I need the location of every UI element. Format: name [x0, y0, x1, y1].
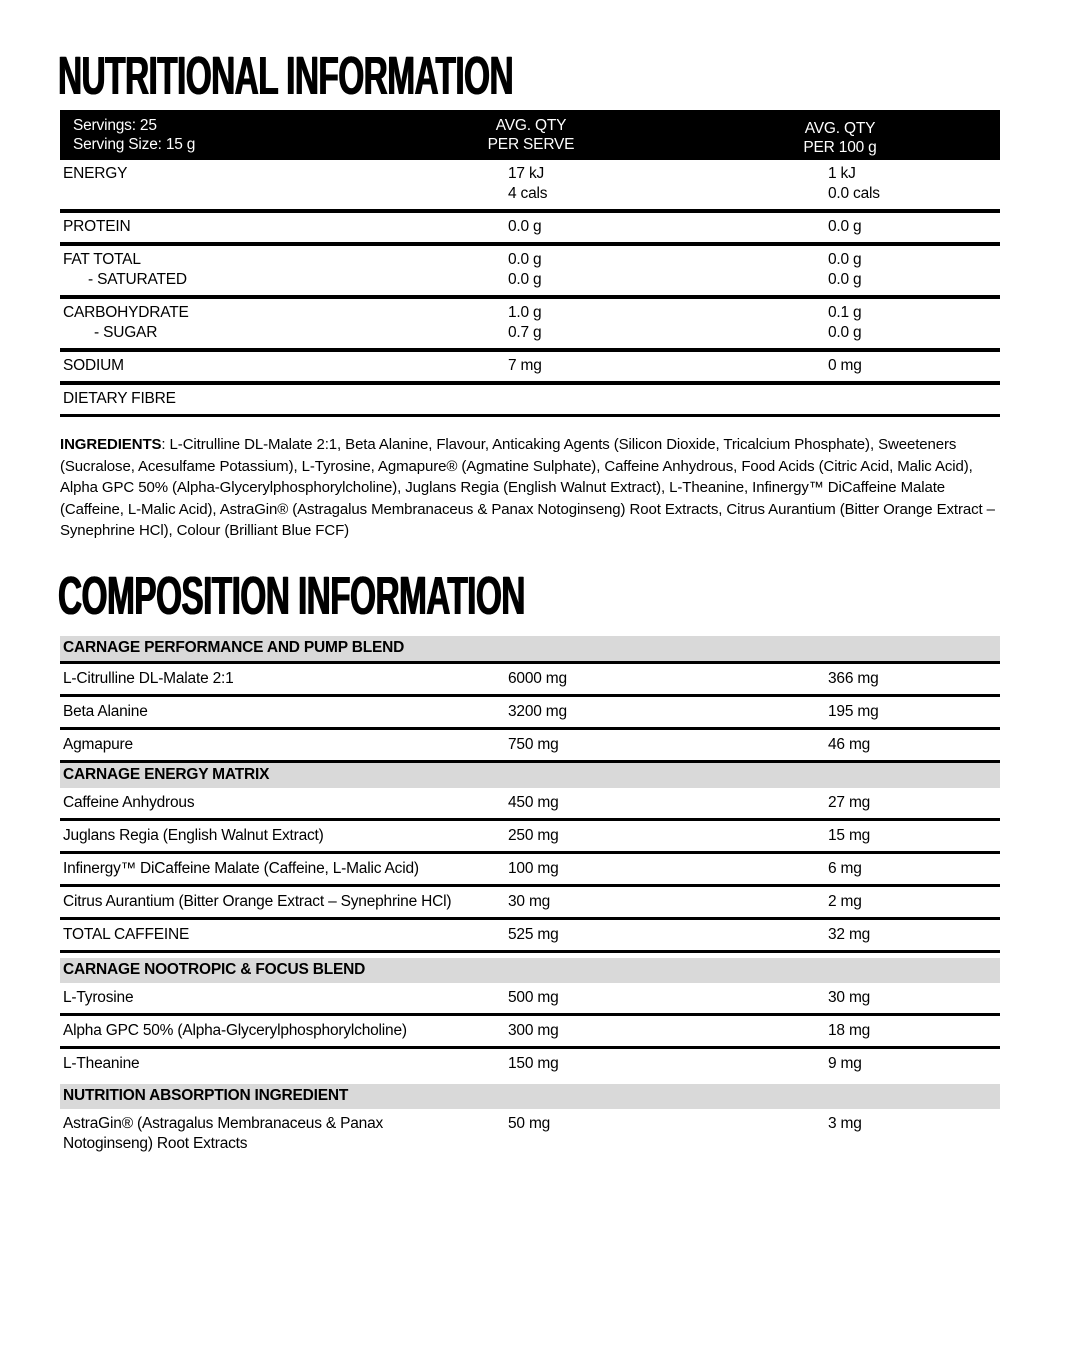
table-row	[60, 164, 1000, 184]
nutrient-name: SODIUM	[63, 357, 124, 374]
per-100g-value: 6 mg	[828, 859, 862, 877]
table-bottom-rule	[60, 414, 1000, 417]
nutrition-row-protein	[60, 213, 1000, 242]
per-serve-value: 3200 mg	[508, 702, 567, 720]
column-header-per-serve	[445, 116, 617, 154]
per-100g-value: 18 mg	[828, 1021, 871, 1039]
nutrient-name: - SATURATED	[88, 271, 187, 288]
servings-count: Servings: 25	[73, 117, 157, 134]
per-100g-value: 46 mg	[828, 735, 871, 753]
table-row	[60, 356, 1000, 376]
per-100g-value: 32 mg	[828, 925, 871, 943]
nutritional-information-title: NUTRITIONAL INFORMATION	[58, 46, 514, 106]
per-100g-value: 0 mg	[828, 357, 862, 374]
composition-row-total-caffeine	[60, 920, 1000, 953]
per-serve-value: 525 mg	[508, 925, 559, 943]
ingredient-name: Juglans Regia (English Walnut Extract)	[63, 826, 324, 844]
nutrient-name: DIETARY FIBRE	[63, 390, 176, 407]
per-100g-value: 195 mg	[828, 702, 879, 720]
table-row	[60, 270, 1000, 290]
serving-size: Serving Size: 15 g	[73, 136, 196, 153]
composition-row	[60, 854, 1000, 887]
composition-row	[60, 1016, 1000, 1049]
column-header-per-100g	[750, 119, 930, 157]
table-row	[60, 303, 1000, 323]
nutrient-name: ENERGY	[63, 165, 128, 182]
composition-row	[60, 730, 1000, 763]
per-100g-value: 0.0 g	[828, 218, 862, 235]
composition-row	[60, 983, 1000, 1016]
per-serve-value: 1.0 g	[508, 304, 542, 321]
composition-row	[60, 1109, 1000, 1159]
ingredient-name: Alpha GPC 50% (Alpha-Glycerylphosphorylcholine)	[63, 1021, 407, 1039]
per-serve-value: 150 mg	[508, 1054, 559, 1072]
per-100g-value: 27 mg	[828, 793, 871, 811]
per-serve-value: 6000 mg	[508, 669, 567, 687]
composition-row	[60, 664, 1000, 697]
per-100g-value: 3 mg	[828, 1114, 862, 1132]
table-row	[60, 184, 1000, 204]
per-serve-value: 30 mg	[508, 892, 551, 910]
composition-row	[60, 887, 1000, 920]
nutrient-name: PROTEIN	[63, 218, 131, 235]
per-serve-label: PER SERVE	[487, 136, 575, 153]
nutrient-name: CARBOHYDRATE	[63, 304, 189, 321]
table-row	[60, 217, 1000, 237]
per-100g-value: 0.0 cals	[828, 185, 880, 202]
per-serve-value: 0.7 g	[508, 324, 542, 341]
table-row	[60, 389, 1000, 409]
composition-information-title: COMPOSITION INFORMATION	[58, 565, 525, 626]
ingredient-name: L-Theanine	[63, 1054, 140, 1072]
nutrition-row-carbohydrate	[60, 299, 1000, 348]
per-serve-value: 450 mg	[508, 793, 559, 811]
per-serve-value: 4 cals	[508, 185, 548, 202]
per-100g-label: PER 100 g	[803, 139, 877, 156]
per-100g-value: 9 mg	[828, 1054, 862, 1072]
per-100g-value: 0.0 g	[828, 324, 862, 341]
ingredient-name: AstraGin® (Astragalus Membranaceus & Panax Notoginseng) Root Extracts	[63, 1114, 384, 1152]
per-100g-value: 30 mg	[828, 988, 871, 1006]
ingredient-name: L-Citrulline DL-Malate 2:1	[63, 669, 234, 687]
ingredient-name: Caffeine Anhydrous	[63, 793, 195, 811]
section-header: CARNAGE PERFORMANCE AND PUMP BLEND	[60, 636, 1000, 664]
ingredients-paragraph	[60, 434, 1000, 542]
section-header: CARNAGE ENERGY MATRIX	[60, 763, 1000, 788]
table-row	[60, 250, 1000, 270]
section-performance-pump-blend	[60, 636, 1000, 763]
per-100g-value: 0.0 g	[828, 251, 862, 268]
ingredient-name: TOTAL CAFFEINE	[63, 925, 190, 943]
per-100g-value: 0.1 g	[828, 304, 862, 321]
per-serve-value: 500 mg	[508, 988, 559, 1006]
section-header: NUTRITION ABSORPTION INGREDIENT	[60, 1084, 1000, 1109]
per-100g-value: 1 kJ	[828, 165, 856, 182]
per-serve-value: 7 mg	[508, 357, 542, 374]
per-serve-value: 0.0 g	[508, 218, 542, 235]
per-serve-value: 0.0 g	[508, 251, 542, 268]
per-100g-value	[825, 389, 1000, 409]
per-serve-value: 300 mg	[508, 1021, 559, 1039]
per-100g-value: 0.0 g	[828, 271, 862, 288]
ingredient-name: Infinergy™ DiCaffeine Malate (Caffeine, L-Malic Acid)	[63, 859, 419, 877]
per-serve-value: 250 mg	[508, 826, 559, 844]
composition-row	[60, 1049, 1000, 1079]
nutrition-row-dietary-fibre	[60, 385, 1000, 414]
nutrition-row-energy	[60, 160, 1000, 209]
per-100g-value: 366 mg	[828, 669, 879, 687]
ingredients-text: : L-Citrulline DL-Malate 2:1, Beta Alanine, Flavour, Anticaking Agents (Silicon Dioxide, Tricalcium Phosphate), Sweeteners (Sucralose, Acesulfame Potassium), L-Tyrosine, Agmapure® (Agmatine Sulphate), Caffeine Anhydrous, Food Acids (Citric Acid, Malic Acid), Alpha GPC 50% (Alpha-Glycerylphosphorylcholine), Juglans Regia (English Walnut Extract), L-Theanine, Infinergy™ DiCaffeine Malate (Caffeine, L-Malic Acid), AstraGin® (Astragalus Membranaceus & Panax Notoginseng) Root Extracts, Citrus Aurantium (Bitter Orange Extract – Synephrine HCl), Colour (Brilliant Blue FCF)	[60, 436, 995, 539]
ingredient-name: Agmapure	[63, 735, 133, 753]
per-serve-value	[505, 389, 825, 409]
per-100g-value: 2 mg	[828, 892, 862, 910]
nutrient-name	[60, 184, 505, 204]
nutrient-name: FAT TOTAL	[63, 251, 141, 268]
serving-info-block	[73, 116, 195, 154]
per-100g-value: 15 mg	[828, 826, 871, 844]
per-serve-value: 50 mg	[508, 1114, 551, 1132]
nutrition-row-sodium	[60, 352, 1000, 381]
section-nutrition-absorption	[60, 1084, 1000, 1159]
nutrition-table-header-bar	[60, 110, 1000, 160]
section-energy-matrix	[60, 763, 1000, 953]
per-serve-value: 17 kJ	[508, 165, 545, 182]
table-row	[60, 323, 1000, 343]
nutrient-name: - SUGAR	[94, 324, 158, 341]
per-serve-value: 750 mg	[508, 735, 559, 753]
section-header: CARNAGE NOOTROPIC & FOCUS BLEND	[60, 958, 1000, 983]
per-serve-value: 100 mg	[508, 859, 559, 877]
ingredient-name: Citrus Aurantium (Bitter Orange Extract – Synephrine HCl)	[63, 892, 452, 910]
nutrition-row-fat	[60, 246, 1000, 295]
nutrition-table	[60, 110, 1000, 417]
avg-qty-label: AVG. QTY	[804, 120, 876, 137]
avg-qty-label: AVG. QTY	[495, 117, 567, 134]
composition-row	[60, 821, 1000, 854]
composition-row	[60, 788, 1000, 821]
composition-row	[60, 697, 1000, 730]
composition-table	[60, 636, 1000, 1159]
ingredient-name: L-Tyrosine	[63, 988, 134, 1006]
per-serve-value: 0.0 g	[508, 271, 542, 288]
section-nootropic-focus-blend	[60, 958, 1000, 1079]
ingredients-label: INGREDIENTS	[60, 436, 162, 453]
ingredient-name: Beta Alanine	[63, 702, 148, 720]
